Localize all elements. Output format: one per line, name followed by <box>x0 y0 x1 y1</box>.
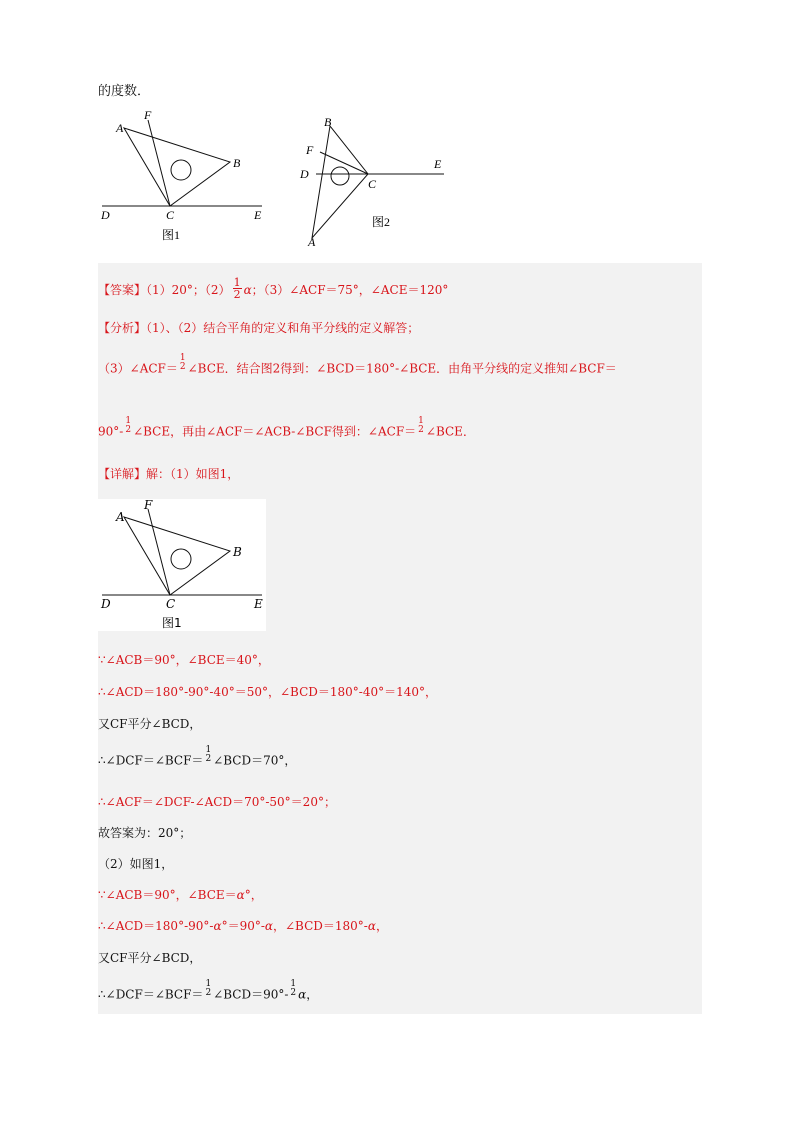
label-f: F <box>144 499 153 512</box>
solution-block <box>98 263 702 1014</box>
detail-line-1: 【详解】解：（1）如图1， <box>98 467 240 481</box>
label-d: D <box>300 167 309 181</box>
figure-1-copy-caption: 图1 <box>162 616 182 630</box>
step-10: 又CF平分∠BCD， <box>98 951 202 965</box>
fraction-half: 1 2 <box>290 979 297 998</box>
intro-text: 的度数． <box>98 84 151 99</box>
figure-1-diagram <box>98 108 268 244</box>
figure-2-caption: 图2 <box>372 215 391 229</box>
step-11: ∴∠DCF＝∠BCF＝ 1 2 ∠BCD＝90°- 1 2 α， <box>98 979 319 1002</box>
analysis-line-3: 90°- 1 2 ∠BCE，再由∠ACF＝∠ACB-∠BCF得到：∠ACF＝ 1 2 ∠BCE． <box>98 416 475 439</box>
figure-1-copy <box>98 499 266 631</box>
answer-label: 【答案】 <box>98 283 147 297</box>
analysis-label: 【分析】 <box>98 321 147 335</box>
step-1: ∵∠ACB＝90°，∠BCE＝40°， <box>98 653 270 667</box>
label-f: F <box>306 143 314 157</box>
label-a: A <box>308 235 316 249</box>
answer-line: 【答案】（1）20°；（2） $\frac{1}{2}$ α；（3）∠ACF＝75°，∠ACE＝120° <box>98 276 449 301</box>
step-7: （2）如图1， <box>98 857 174 871</box>
label-c: C <box>166 208 175 222</box>
step-3: 又CF平分∠BCD， <box>98 717 202 731</box>
figure-1-caption: 图1 <box>162 228 181 242</box>
figure-2-diagram <box>296 114 456 250</box>
label-f: F <box>144 108 152 122</box>
label-b: B <box>233 545 242 559</box>
label-e: E <box>434 157 442 171</box>
label-e: E <box>254 597 263 611</box>
label-a: A <box>116 121 124 135</box>
step-9: ∴∠ACD＝180°-90°-α°＝90°-α，∠BCD＝180°-α， <box>98 919 388 933</box>
detail-label: 【详解】 <box>98 467 147 481</box>
step-5: ∴∠ACF＝∠DCF-∠ACD＝70°-50°＝20°； <box>98 795 336 809</box>
label-b: B <box>233 156 241 170</box>
fraction-half: $\frac{1}{2}$ <box>233 276 241 301</box>
figure-2 <box>296 114 456 254</box>
analysis-line-1: 【分析】（1）、（2）结合平角的定义和角平分线的定义解答； <box>98 321 420 335</box>
label-d: D <box>101 597 111 611</box>
label-c: C <box>166 597 176 611</box>
figure-1-copy-diagram <box>98 499 266 631</box>
fraction-half: 1 2 <box>125 416 132 435</box>
label-e: E <box>254 208 262 222</box>
analysis-line-2: （3）∠ACF＝ 1 2 ∠BCE．结合图2得到：∠BCD＝180°-∠BCE．由角平分线的定义推知∠BCF＝ <box>98 353 617 376</box>
step-4: ∴∠DCF＝∠BCF＝ 1 2 ∠BCD＝70°， <box>98 745 297 768</box>
label-c: C <box>368 177 377 191</box>
fraction-half: 1 2 <box>418 416 424 435</box>
label-d: D <box>101 208 110 222</box>
label-b: B <box>324 115 332 129</box>
fraction-half: 1 2 <box>205 745 212 764</box>
label-a: A <box>116 510 125 524</box>
fraction-half: 1 2 <box>179 353 186 372</box>
fraction-half: 1 2 <box>205 979 212 998</box>
step-2: ∴∠ACD＝180°-90°-40°＝50°，∠BCD＝180°-40°＝140°， <box>98 685 438 699</box>
step-8: ∵∠ACB＝90°，∠BCE＝α°， <box>98 888 263 902</box>
step-6: 故答案为：20°； <box>98 826 192 840</box>
figure-1 <box>98 108 268 248</box>
